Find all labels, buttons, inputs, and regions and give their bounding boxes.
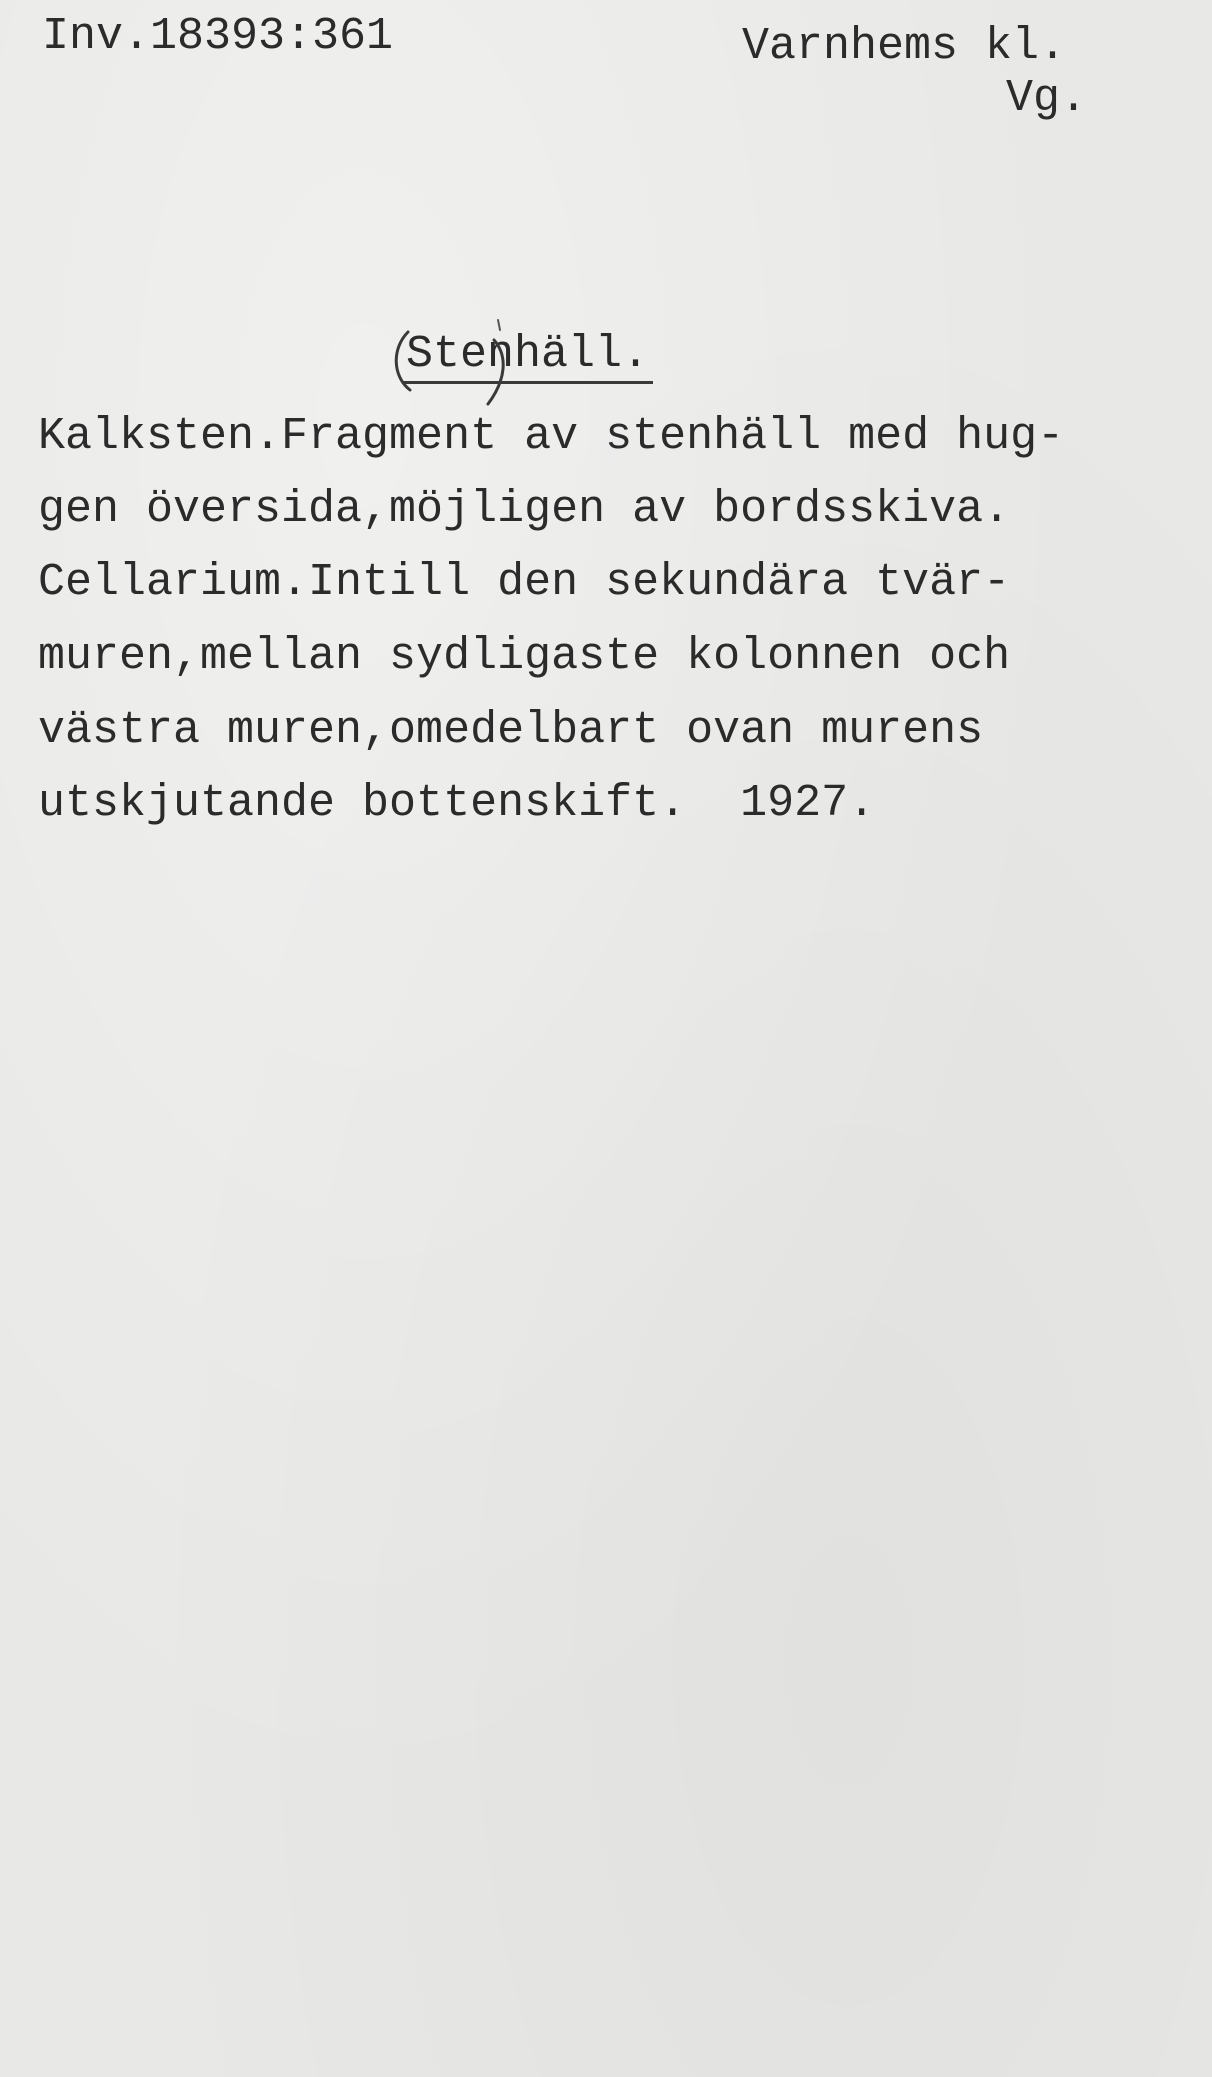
description-line: utskjutande bottenskift. 1927.	[38, 778, 876, 829]
object-title-block	[402, 329, 653, 384]
description-line: gen översida,möjligen av bordsskiva.	[38, 484, 1011, 535]
description-line: västra muren,omedelbart ovan murens	[38, 705, 984, 756]
pencil-parenthesis-mark	[388, 318, 548, 408]
description-line: Cellarium.Intill den sekundära tvär-	[38, 557, 1011, 608]
region-abbreviation: Vg.	[1006, 73, 1088, 124]
description-line: Kalksten.Fragment av stenhäll med hug-	[38, 411, 1065, 462]
object-title: Stenhäll.	[402, 332, 653, 384]
inventory-number: Inv.18393:361	[42, 11, 394, 62]
location-name: Varnhems kl.	[742, 21, 1067, 72]
description-line: muren,mellan sydligaste kolonnen och	[38, 631, 1011, 682]
